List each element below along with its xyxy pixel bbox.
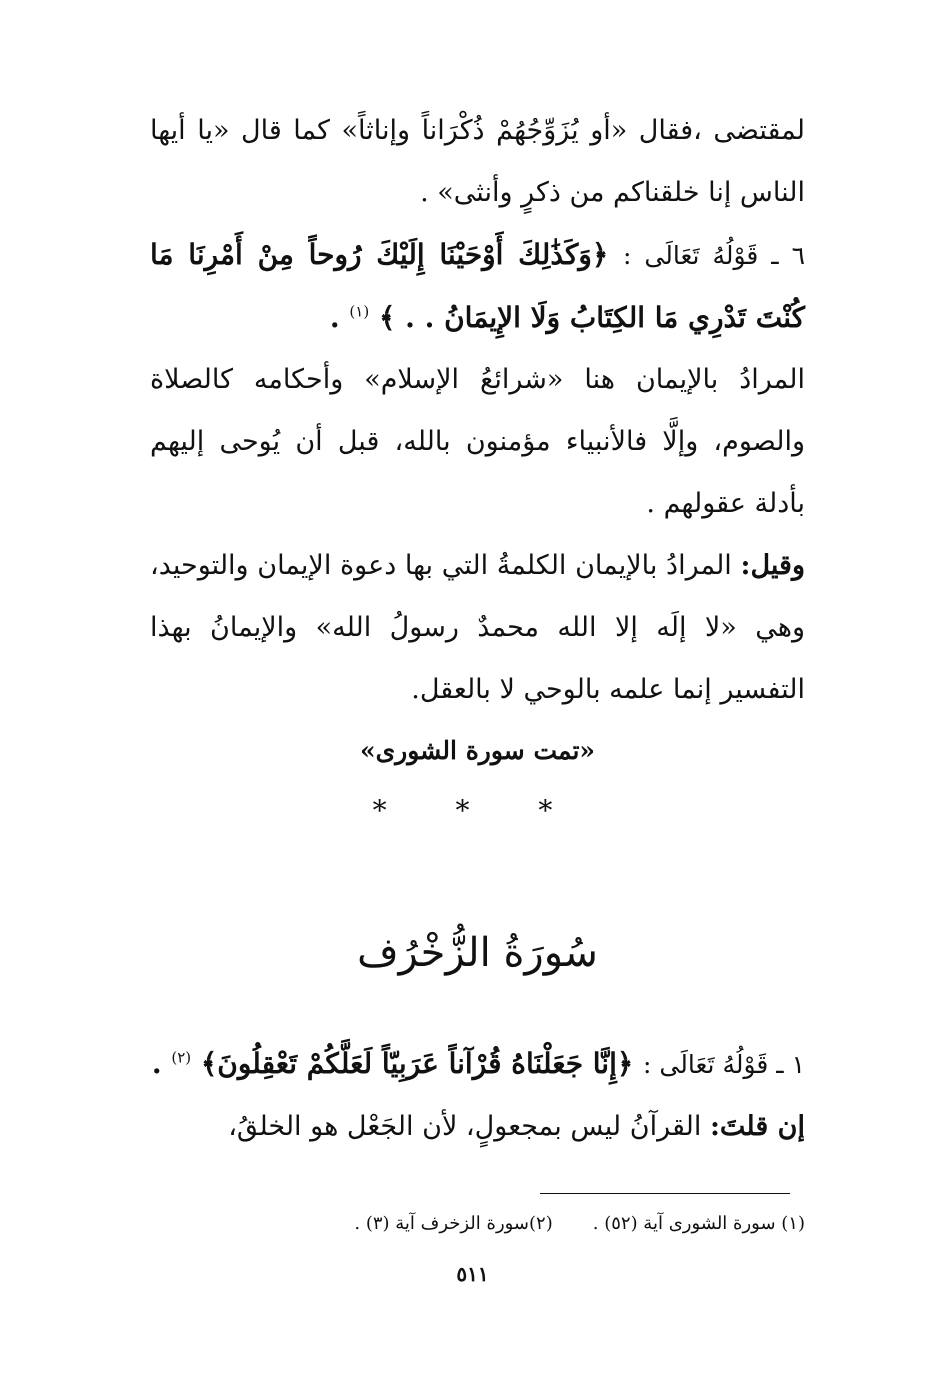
surah-end-label: «تمت سورة الشورى» [359,736,596,765]
verse-1-text: ﴿إِنَّا جَعَلْنَاهُ قُرْآناً عَرَبِيّاً لَعَلَّكُمْ تَعْقِلُونَ﴾ [200,1047,634,1080]
verse-1 [150,1033,805,1096]
paragraph-intro: لمقتضى ،فقال «أو يُزَوِّجُهُمْ ذُكْرَاناً وإناثاً» كما قال «يا أيها الناس إنا خلقناكم من ذكرٍ وأنثى» . [150,115,805,208]
paragraph-alternative [150,535,805,721]
page-body [150,100,805,1158]
footnote-divider [540,1193,790,1194]
paragraph-alternative-lead: وقيل: [740,550,805,581]
footnotes [150,1210,805,1238]
verse-6-tail: . [329,301,350,334]
paragraph-meaning: المرادُ بالإيمان هنا «شرائعُ الإسلام» وأحكامه كالصلاة والصوم، وإلَّا فالأنبياء مؤمنون بالله، قبل أن يُوحى إليهم بأدلة عقولهم . [150,364,805,519]
surah-title: سُورَةُ الزُّخْرُف [357,930,598,976]
paragraph-objection-lead: إن قلتَ: [709,1111,805,1142]
paragraph-objection-text: القرآنُ ليس بمجعولٍ، لأن الجَعْل هو الخلقُ، [228,1111,710,1142]
footnote-2: (٢)سورة الزخرف آية (٣) . [354,1213,553,1234]
footnote-mark-2: (٢) [171,1048,192,1067]
separator-stars: * * * [372,794,583,827]
verse-1-intro: ١ ـ قَوْلُهُ تَعَالَى : [643,1050,805,1079]
verse-6 [150,224,805,349]
verse-1-tail: . [151,1047,172,1080]
verse-6-intro: ٦ ـ قَوْلُهُ تَعَالَى : [623,241,806,270]
footnote-mark-1: (١) [349,302,370,321]
paragraph-alternative-text: المرادُ بالإيمان الكلمةُ التي بها دعوة الإيمان والتوحيد، وهي «لا إلَه إلا الله محمدٌ رسولُ الله» والإيمانُ بهذا التفسير إنما علمه بالوحي لا بالعقل. [150,550,805,705]
verse-6-text: ﴿وَكَذَٰلِكَ أَوْحَيْنَا إِلَيْكَ رُوحاً مِنْ أَمْرِنَا مَا كُنْتَ تَدْرِي مَا الكِتَابُ وَلَا الإِيمَانُ . . ﴾ [150,238,805,334]
paragraph-objection [150,1096,805,1158]
footnote-1: (١) سورة الشورى آية (٥٢) . [592,1213,805,1234]
page-number: ٥١١ [456,1262,489,1286]
